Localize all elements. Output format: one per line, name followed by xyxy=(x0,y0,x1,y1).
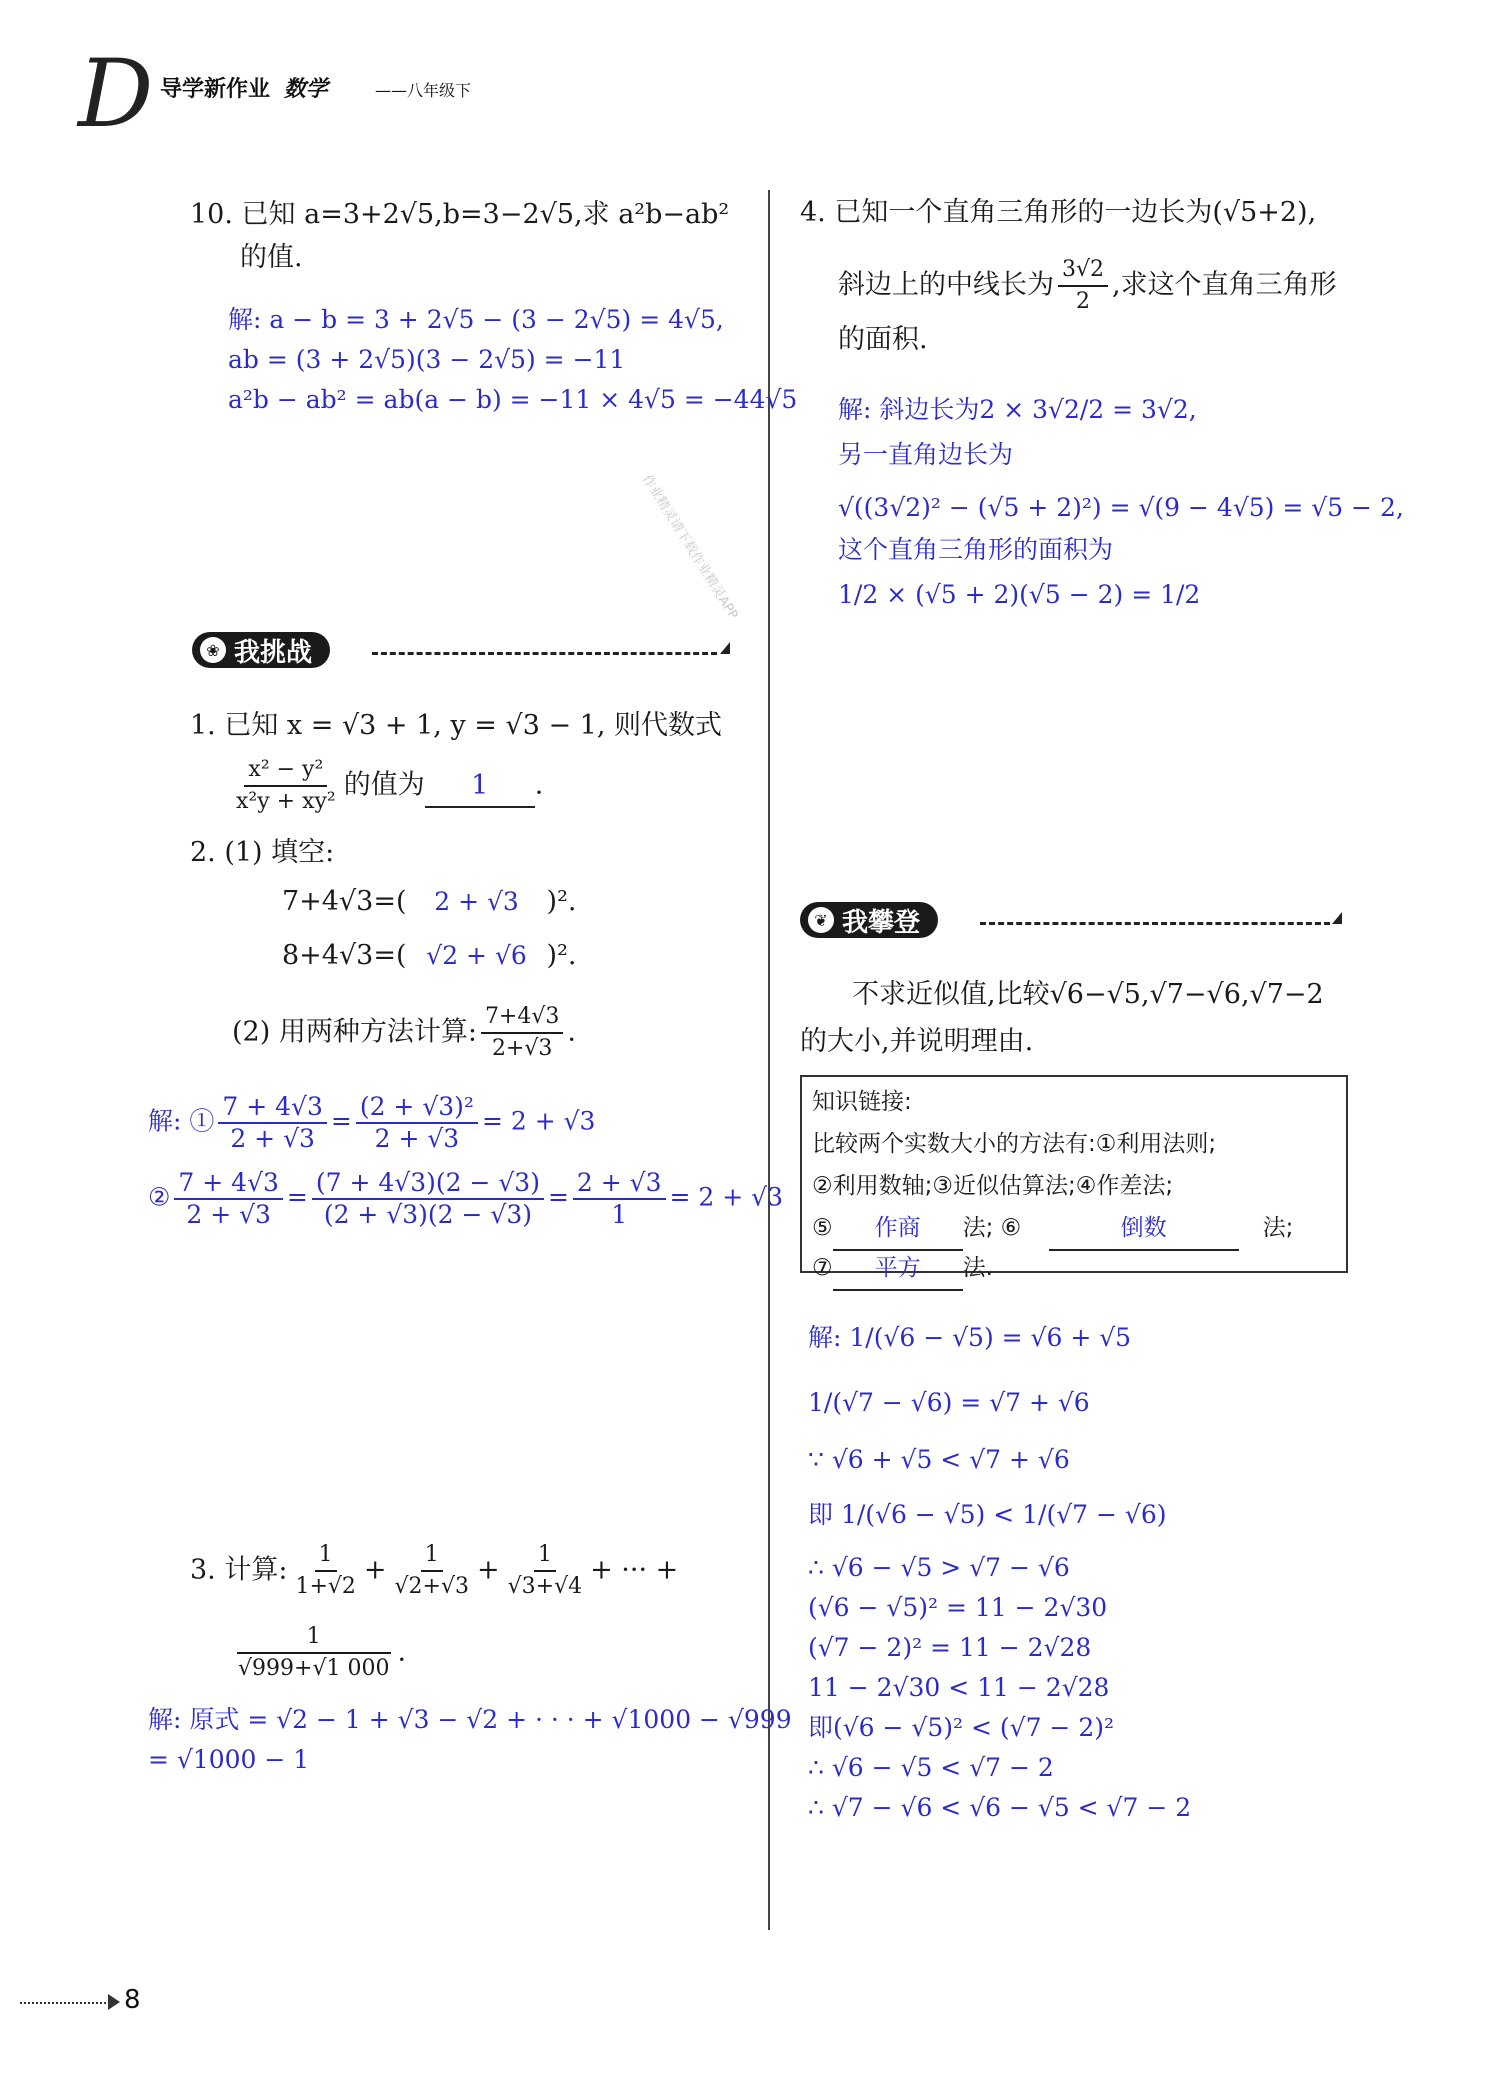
c2-sol-1: 解: ① $\frac{7 + 4√3}{2 + √3}$ = $\frac{\text{(2 + √3)²}}{2 + √3}$ = 2 + √3 xyxy=(148,1092,596,1153)
box-line4: ⑦ 平方 法. xyxy=(812,1247,1336,1291)
sprout-icon: ❦ xyxy=(808,907,834,933)
challenge-section-header xyxy=(192,632,732,672)
dashed-rule xyxy=(372,652,717,655)
climb-sol-4: 即 1/(√6 − √5) < 1/(√7 − √6) xyxy=(808,1500,1167,1529)
climb-line1: 不求近似值,比较√6−√5,√7−√6,√7−2 xyxy=(852,979,1324,1010)
q4-line2: 斜边上的中线长为 $\frac{3√2}{2}$ ,求这个直角三角形 xyxy=(838,257,1337,314)
grade: ——八年级下 xyxy=(375,81,472,100)
box-title: 知识链接: xyxy=(812,1089,912,1115)
box-answer-6: 倒数 xyxy=(1049,1207,1239,1251)
q10-sol-3: a²b − ab² = ab(a − b) = −11 × 4√5 = −44√5 xyxy=(228,385,798,414)
c2-part2: (2) 用两种方法计算: $\frac{7+4√3}{2+√3}$ . xyxy=(232,1004,576,1061)
c1-line2: $\frac{\text{x² − y²}}{\text{x²y + xy²}}$ 的值为 1 . xyxy=(236,757,544,814)
climb-sol-2: 1/(√7 − √6) = √7 + √6 xyxy=(808,1388,1090,1417)
climb-sol-3: ∵ √6 + √5 < √7 + √6 xyxy=(808,1445,1070,1474)
q10-line2: 的值. xyxy=(240,242,303,273)
watermark: 作业精灵请下载作业精灵APP xyxy=(638,472,741,623)
c2-fill-b: 8+4√3=( √2 + √6 )². xyxy=(282,940,577,971)
climb-sol-8: 11 − 2√30 < 11 − 2√28 xyxy=(808,1673,1110,1702)
q4-sol-4: 这个直角三角形的面积为 xyxy=(838,535,1114,564)
climb-section-header xyxy=(800,902,1345,942)
box-line1: 比较两个实数大小的方法有:①利用法则; xyxy=(812,1131,1217,1157)
c2-sol-2: ② $\frac{7 + 4√3}{2 + √3}$ = $\frac{(7 + 4√3)(2 - √3)}{(2 + √3)(2 - √3)}$ = $\frac{2 + √3}{1}$ = 2 + √3 xyxy=(148,1168,783,1229)
logo-letter: D xyxy=(78,40,154,149)
box-line2: ②利用数轴;③近似估算法;④作差法; xyxy=(812,1173,1174,1199)
q4-sol-2: 另一直角边长为 xyxy=(838,440,1014,469)
c3-sol-1: 解: 原式 = √2 − 1 + √3 − √2 + · · · + √1000 − √999 xyxy=(148,1705,792,1734)
climb-sol-10: ∴ √6 − √5 < √7 − 2 xyxy=(808,1753,1054,1782)
subject: 数学 xyxy=(283,77,328,102)
c2-title: 2. (1) 填空: xyxy=(190,837,335,868)
shell-icon: ❀ xyxy=(200,637,226,663)
q4-sol-5: 1/2 × (√5 + 2)(√5 − 2) = 1/2 xyxy=(838,580,1201,609)
book-title: 导学新作业 数学 xyxy=(160,77,328,102)
climb-sol-1: 解: 1/(√6 − √5) = √6 + √5 xyxy=(808,1323,1132,1352)
box-answer-7: 平方 xyxy=(833,1247,963,1291)
challenge-badge: ❀ 我挑战 xyxy=(192,632,330,668)
column-divider xyxy=(768,190,770,1930)
c3-line2: $\frac{1}{√999+√1 000}$ . xyxy=(238,1624,407,1681)
c2-fill-a: 7+4√3=( 2 + √3 )². xyxy=(282,886,577,917)
climb-sol-11: ∴ √7 − √6 < √6 − √5 < √7 − 2 xyxy=(808,1793,1192,1822)
q10-sol-2: ab = (3 + 2√5)(3 − 2√5) = −11 xyxy=(228,345,626,374)
q4-line1: 4. 已知一个直角三角形的一边长为(√5+2), xyxy=(800,197,1317,228)
box-answer-5: 作商 xyxy=(833,1207,963,1251)
climb-line2: 的大小,并说明理由. xyxy=(800,1026,1034,1057)
dashed-rule xyxy=(980,922,1330,925)
c1-line1: 1. 已知 x = √3 + 1, y = √3 − 1, 则代数式 xyxy=(190,710,723,741)
box-line3: ⑤ 作商 法; ⑥ 倒数 法; xyxy=(812,1207,1336,1251)
climb-sol-9: 即(√6 − √5)² < (√7 − 2)² xyxy=(808,1713,1114,1742)
q4-line3: 的面积. xyxy=(838,324,928,355)
page-number: 8 xyxy=(124,1985,141,2015)
knowledge-box xyxy=(800,1075,1348,1281)
c3-sol-2: = √1000 − 1 xyxy=(148,1745,310,1774)
c1-answer: 1 xyxy=(425,766,535,808)
page-dots xyxy=(20,2002,110,2004)
climb-sol-7: (√7 − 2)² = 11 − 2√28 xyxy=(808,1633,1092,1662)
climb-badge: ❦ 我攀登 xyxy=(800,902,938,938)
arrow-icon xyxy=(108,1994,120,2010)
q10-sol-1: 解: a − b = 3 + 2√5 − (3 − 2√5) = 4√5, xyxy=(228,305,724,334)
climb-sol-5: ∴ √6 − √5 > √7 − √6 xyxy=(808,1553,1070,1582)
q4-sol-1: 解: 斜边长为2 × 3√2/2 = 3√2, xyxy=(838,395,1197,424)
q10-line1: 10. 已知 a=3+2√5,b=3−2√5,求 a²b−ab² xyxy=(190,199,730,230)
corner-triangle xyxy=(1332,912,1342,924)
corner-triangle xyxy=(720,642,730,654)
q4-sol-3: √((3√2)² − (√5 + 2)²) = √(9 − 4√5) = √5 − 2, xyxy=(838,493,1404,522)
c3-line1: 3. 计算: $\frac{1}{1+√2}$ + $\frac{1}{√2+√3}$ + $\frac{1}{√3+√4}$ + ··· + xyxy=(190,1542,679,1599)
climb-sol-6: (√6 − √5)² = 11 − 2√30 xyxy=(808,1593,1108,1622)
